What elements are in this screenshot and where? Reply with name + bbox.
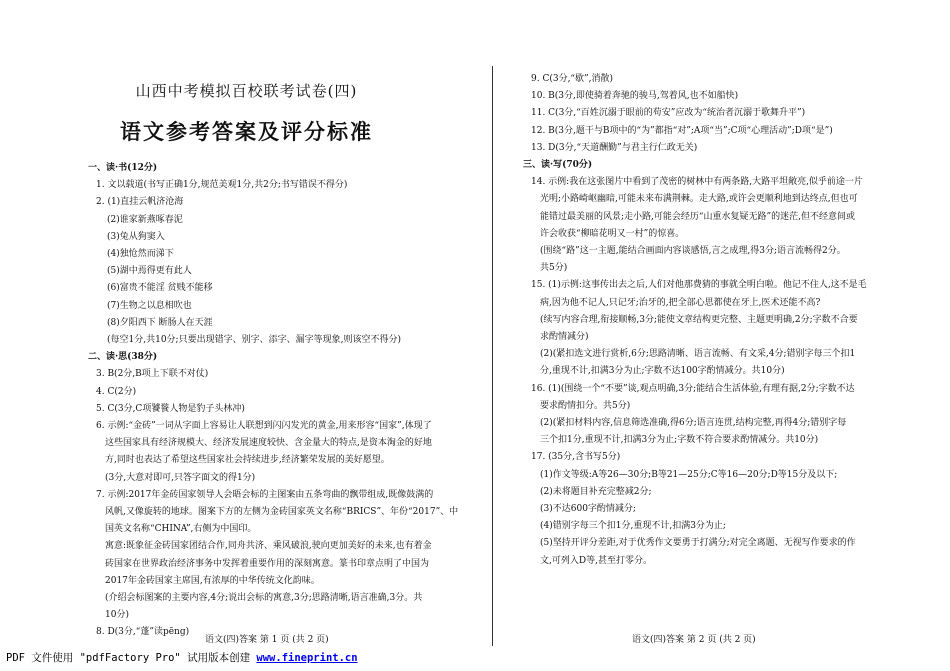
- answer-line: 5. C(3分,C项饕餮人物是豹子头林冲): [96, 403, 245, 414]
- answer-line: (2)(紧扣材料内容,信息筛选准确,得6分;语言连贯,结构完整,再得4分;错别字每: [540, 418, 847, 429]
- answer-line: 11. C(3分,“百姓沉溺于眼前的苟安”应改为“统治者沉溺于歌舞升平”): [531, 108, 806, 119]
- answer-line: (4)独怆然而涕下: [107, 249, 174, 260]
- answer-line: 13. D(3分,“天道酬勤”与君主行仁政无关): [531, 142, 698, 153]
- section-heading: 一、读·书(12分): [88, 163, 158, 173]
- answer-line: (每空1分,共10分;只要出现错字、别字、添字、漏字等现象,则该空不得分): [107, 335, 401, 346]
- answer-line: 2. (1)直挂云帆济沧海: [96, 197, 184, 208]
- answer-line: (5)坚持开评分差距,对于优秀作文要勇于打满分;对完全离题、无视写作要求的作: [540, 538, 856, 549]
- section-heading: 二、读·思(38分): [88, 352, 158, 363]
- answer-line: 求酌情减分): [540, 332, 589, 343]
- answer-line: 10分): [105, 610, 129, 621]
- answer-list-left: [88, 160, 466, 642]
- answer-line: 要求酌情扣分。共5分): [540, 400, 631, 411]
- answer-line: 7. 示例:2017年金砖国家领导人会晤会标的主图案由五条弯曲的飘带组成,既像鼓满的: [96, 489, 434, 500]
- answer-line: (1)作文等级:A等26—30分;B等21—25分;C等16—20分;D等15分及以下;: [540, 469, 838, 480]
- answer-line: (7)生物之以息相吹也: [107, 300, 192, 311]
- answer-list-right: [523, 71, 941, 570]
- pdf-watermark: [6, 650, 358, 665]
- answer-line: (8)夕阳西下 断肠人在天涯: [107, 317, 213, 328]
- page-footer-2: 语文(四)答案 第 2 页 (共 2 页): [632, 635, 756, 645]
- section-heading: 三、读·写(70分): [523, 160, 593, 171]
- watermark-text: PDF 文件使用 "pdfFactory Pro" 试用版本创建: [6, 652, 257, 664]
- answer-line: (2)谁家新燕啄春泥: [107, 214, 183, 225]
- answer-line: (4)错别字每三个扣1分,重现不计,扣满3分为止;: [540, 521, 726, 532]
- answer-line: 能错过最美丽的风景;走小路,可能会经历“山重水复疑无路”的迷茫,但不经意间或: [540, 211, 855, 222]
- answer-line: (6)富贵不能淫 贫贱不能移: [107, 283, 213, 294]
- page-divider: [492, 66, 493, 646]
- answer-line: 2017年金砖国家主席国,有浓厚的中华传统文化韵味。: [105, 575, 320, 586]
- answer-line: 砖国家在世界政治经济事务中发挥着重要作用的深刻寓意。篆书印章点明了中国为: [105, 558, 430, 569]
- answer-line: (围绕“路”这一主题,能结合画面内容谈感悟,言之成理,得3分;语言流畅得2分。: [540, 246, 846, 257]
- answer-line: (续写内容合理,衔接顺畅,3分;能使文章结构更完整、主题更明确,2分;字数不合要: [540, 314, 858, 325]
- answer-line: 3. B(2分,B项上下联不对仗): [96, 369, 209, 380]
- answer-line: 许会收获“柳暗花明又一村”的惊喜。: [540, 228, 685, 239]
- watermark-link[interactable]: www.fineprint.cn: [256, 652, 358, 664]
- answer-line: 国英文名称“CHINA”,右侧为中国印。: [105, 524, 257, 535]
- answer-line: (2)未将题目补充完整减2分;: [540, 486, 652, 497]
- answer-line: 8. D(3分,“蓬”读pēng): [96, 627, 190, 638]
- page-footer-1: 语文(四)答案 第 1 页 (共 2 页): [205, 635, 329, 645]
- answer-line: 三个扣1分,重现不计,扣满3分为止;字数不符合要求酌情减分。共10分): [540, 435, 819, 446]
- page-title: 语文参考答案及评分标准: [120, 119, 373, 144]
- answer-line: 10. B(3分,即使骑着奔驰的骏马,驾着风,也不如船快): [531, 91, 739, 102]
- answer-page-2: [494, 0, 950, 648]
- answer-line: 6. 示例:“金砖”一词从字面上容易让人联想到闪闪发光的黄金,用来形容“国家”,体现了: [96, 421, 432, 432]
- answer-line: 光明;小路崎岖幽暗,可能未来布满荆棘。走大路,或许会更顺利地到达终点,但也可: [540, 194, 858, 205]
- answer-line: 这些国家具有经济规模大、经济发展速度较快、含金量大的特点,是资本淘金的好地: [105, 438, 432, 449]
- answer-line: 分,重现不计,扣满3分为止;字数不达100字酌情减分。共10分): [540, 366, 785, 377]
- answer-line: 4. C(2分): [96, 386, 137, 397]
- answer-line: 17. (35分,含书写5分): [531, 452, 621, 463]
- answer-line: 15. (1)示例:这事传出去之后,人们对他那费猜的事就全明白啦。他记不住人,这不是毛: [531, 280, 867, 291]
- answer-line: 文,可列入D等,甚至打零分。: [540, 555, 652, 566]
- answer-line: (5)湖中焉得更有此人: [107, 266, 192, 277]
- answer-line: (3分,大意对即可,只答字面文的得1分): [105, 472, 256, 483]
- answer-line: (2)(紧扣选文进行赏析,6分;思路清晰、语言流畅、有文采,4分;错别字每三个扣1: [540, 349, 856, 360]
- answer-line: 病,因为他不记人,只记牙;治牙的,把全部心思都使在牙上,医术还能不高?: [540, 297, 821, 308]
- answer-line: 9. C(3分,“歇”,消散): [531, 74, 614, 84]
- answer-line: 寓意:既象征金砖国家团结合作,同舟共济、乘风破浪,驶向更加美好的未来,也有着金: [105, 541, 432, 552]
- exam-series-title: 山西中考模拟百校联考试卷(四): [135, 82, 358, 100]
- answer-line: 方,同时也表达了希望这些国家社会持续进步,经济繁荣发展的美好愿望。: [105, 455, 390, 466]
- answer-line: (介绍会标图案的主要内容,4分;说出会标的寓意,3分;思路清晰,语言准确,3分。共: [105, 593, 423, 604]
- answer-line: (3)不达600字酌情减分;: [540, 504, 636, 515]
- answer-line: 1. 文以载道(书写正确1分,规范美观1分,共2分;书写错误不得分): [96, 180, 348, 191]
- answer-line: 风帆,又像旋转的地球。图案下方的左侧为金砖国家英文名称“BRICS”、年份“2017”、中: [105, 507, 459, 518]
- answer-line: 共5分): [540, 263, 568, 274]
- answer-line: 12. B(3分,题干与B项中的“为”都指“对”;A项“当”;C项“心理活动”;D项“是”): [531, 125, 833, 136]
- answer-line: 14. 示例:我在这张图片中看到了茂密的树林中有两条路,大路平坦敞亮,似乎前途一片: [531, 177, 863, 188]
- answer-line: 16. (1)(围绕一个“不要”谈,观点明确,3分;能结合生活体验,有理有据,2分;字数不达: [531, 383, 855, 394]
- answer-line: (3)兔从狗窦入: [107, 231, 165, 242]
